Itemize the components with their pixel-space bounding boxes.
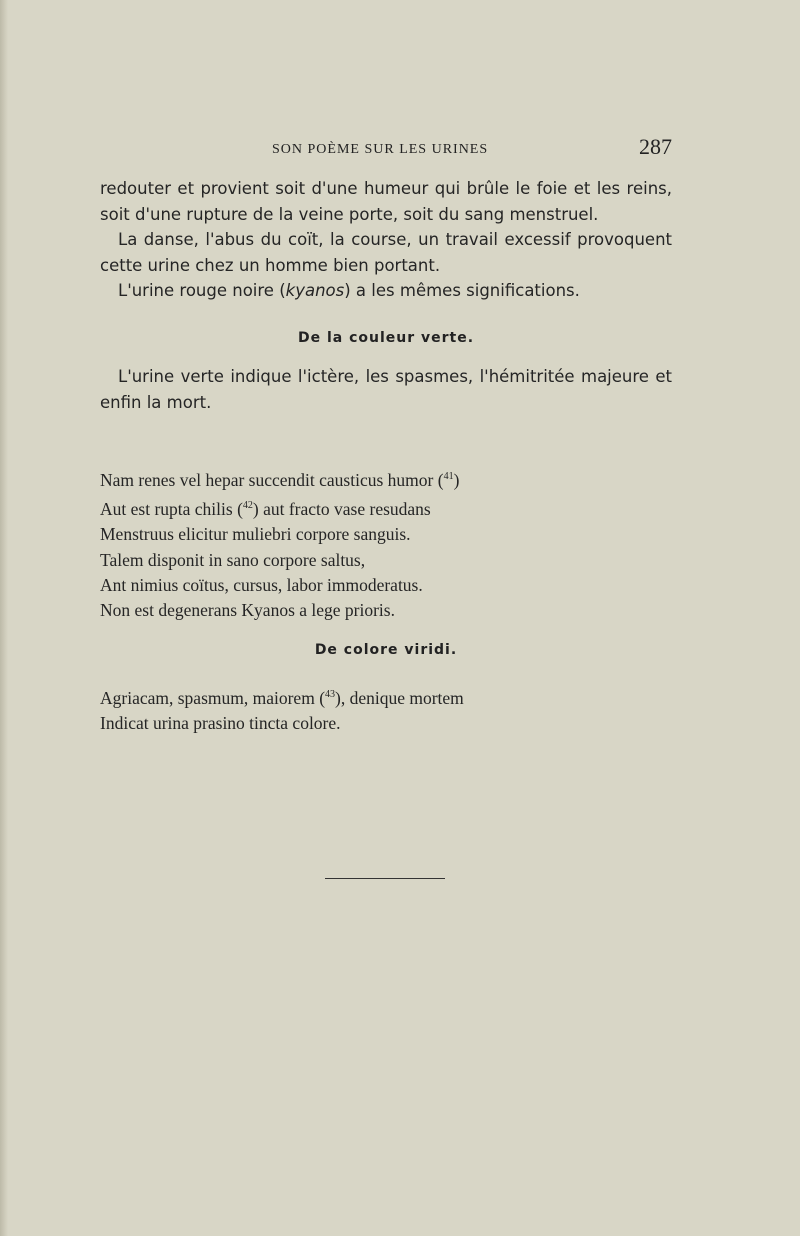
- verse-line: Menstruus elicitur muliebri corpore sanguis.: [100, 524, 411, 545]
- section-heading-fr: De la couleur verte.: [297, 330, 475, 346]
- section-heading-la: De colore viridi.: [314, 642, 458, 658]
- footnote-ref: 41: [443, 471, 454, 482]
- latin-verse-1: [100, 464, 640, 623]
- section-end-rule: [325, 878, 445, 879]
- verse-line: Aut est rupta chilis ($^{42}$) aut fracto vase resudans: [100, 498, 431, 519]
- verse-line: Ant nimius coïtus, cursus, labor immoderatus.: [100, 574, 423, 595]
- footnote-ref: 43: [325, 689, 336, 700]
- paragraph-3-start: L'urine rouge noire (: [118, 281, 286, 300]
- prose-top: [100, 176, 672, 304]
- paragraph-2: La danse, l'abus du coït, la course, un travail excessif provoquent cette urine chez un homme bien portant.: [100, 230, 672, 275]
- page-number: 287: [639, 134, 672, 159]
- latin-verse-2: [100, 682, 640, 736]
- paragraph-3: [100, 278, 672, 304]
- footnote-ref: 42: [242, 500, 253, 512]
- verse-line: Talem disponit in sano corpore saltus,: [100, 549, 366, 570]
- verse-line: Indicat urina prasino tincta colore.: [100, 713, 341, 734]
- paragraph-1: redouter et provient soit d'une humeur qui brûle le foie et les reins, soit d'une rupture de la veine porte, soit du sang menstruel.: [100, 179, 672, 224]
- running-head: [100, 134, 672, 162]
- running-title: SON POÈME SUR LES URINES: [272, 142, 489, 157]
- verse-line: Non est degenerans Kyanos a lege prioris.: [100, 600, 395, 621]
- kyanos-term: kyanos: [285, 281, 345, 300]
- prose-green: [100, 364, 672, 415]
- verse-line: Nam renes vel hepar succendit causticus humor ($^{41}$): [100, 469, 460, 490]
- verse-line: Agriacam, spasmum, maiorem ($^{43}$), denique mortem: [100, 687, 464, 708]
- page-edge: [0, 0, 8, 1236]
- paragraph-green: L'urine verte indique l'ictère, les spasmes, l'hémitritée majeure et enfin la mort.: [100, 367, 672, 412]
- paragraph-3-end: ) a les mêmes significations.: [344, 281, 580, 300]
